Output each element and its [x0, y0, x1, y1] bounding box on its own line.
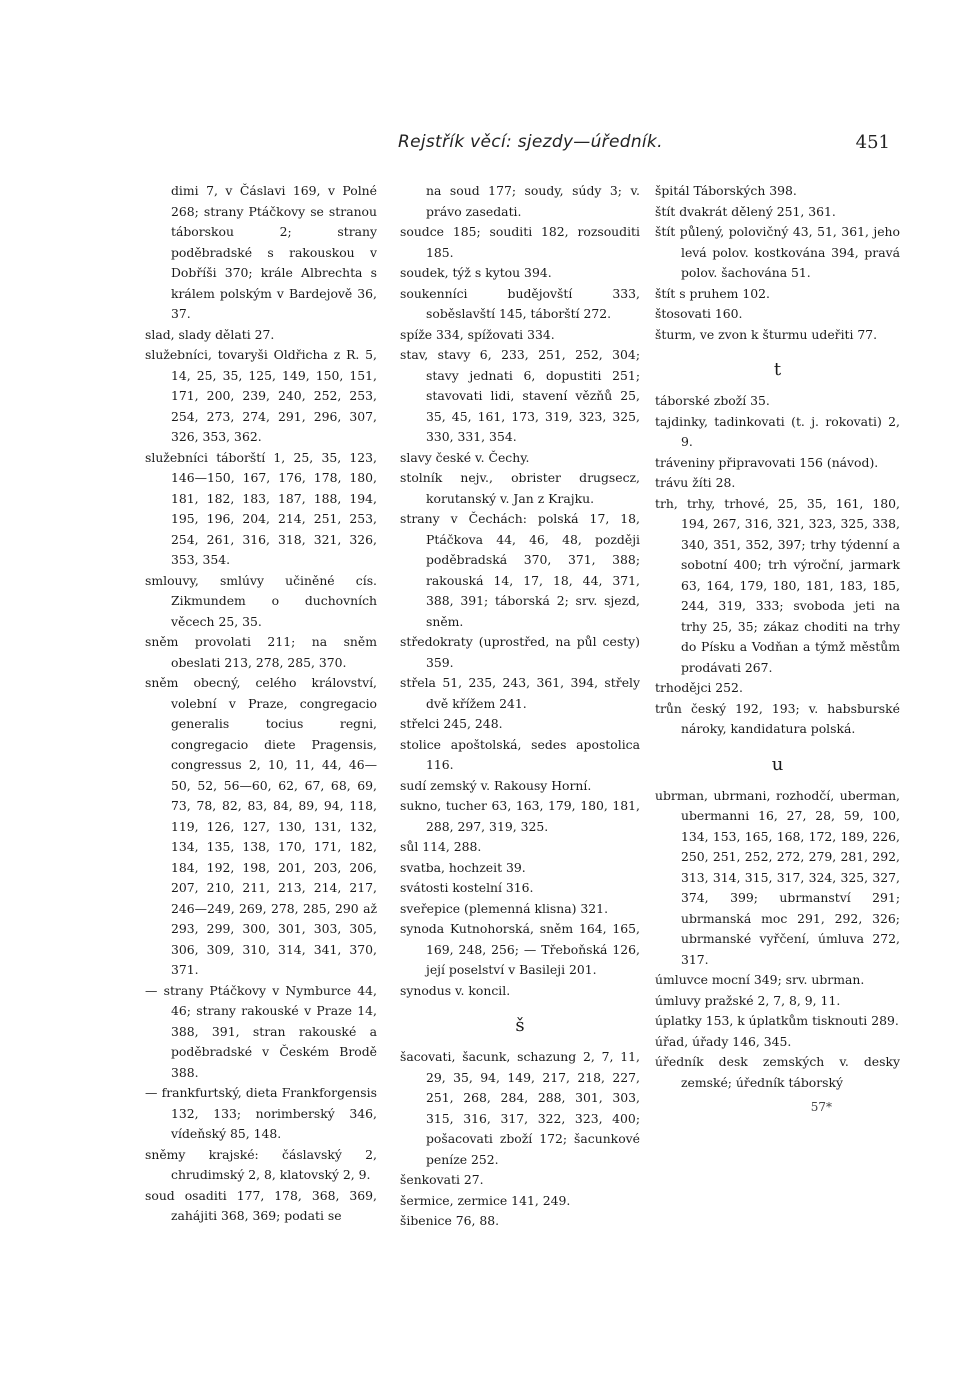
index-entry: trávu žíti 28.: [655, 475, 736, 490]
index-entry: soudce 185; souditi 182, rozsouditi 185.: [400, 224, 640, 260]
index-entry: štosovati 160.: [655, 306, 743, 321]
index-entry: smlouvy, smlúvy učiněné cís. Zikmundem o duchovních věcech 25, 35.: [145, 572, 377, 629]
index-entry: služebníci táborští 1, 25, 35, 123, 146—150, 167, 176, 178, 180, 181, 182, 183, 187, 188, 194, 195, 196, 204, 214, 251, 253, 254, 261, 316, 318, 321, 326, 353, 354.: [145, 449, 377, 567]
index-entry: táborské zboží 35.: [655, 393, 770, 408]
signature-mark: 57*: [810, 1100, 832, 1114]
index-entry: šenkovati 27.: [400, 1172, 484, 1187]
index-entry: na soud 177; soudy, súdy 3; v. právo zasedati.: [426, 183, 640, 219]
page-header: [0, 132, 960, 162]
index-entry: svatba, hochzeit 39.: [400, 859, 526, 875]
index-entry: úplatky 153, k úplatkům tisknouti 289.: [655, 1013, 899, 1028]
index-entry: sveřepice (plemenná klisna) 321.: [400, 900, 609, 916]
index-entry: slad, slady dělati 27.: [145, 326, 275, 342]
section-letter: t: [773, 359, 782, 380]
index-entry: soud osaditi 177, 178, 368, 369, zahájiti 368, 369; podati se: [145, 1187, 377, 1223]
index-entry: dimi 7, v Čáslavi 169, v Polné 268; strany Ptáčkovy se stranou táborskou 2; strany poděbradské s rakouskou v Dobříši 370; krále Albrechta s králem polským v Bardejově 36, 37.: [171, 183, 377, 321]
index-entry: šermice, zermice 141, 249.: [400, 1192, 571, 1208]
index-entry: úmluvce mocní 349; srv. ubrman.: [655, 972, 865, 987]
index-entry: tráveniny připravovati 156 (návod).: [655, 454, 879, 470]
index-entry: trh, trhy, trhové, 25, 35, 161, 180, 194, 267, 316, 321, 323, 325, 338, 340, 351, 352, 397; trhy týdenní a sobotní 400; trh výroční, jarmark 63, 164, 179, 180, 181, 183, 185, 244, 319, 333; svoboda jeti na trhy 25, 35; zákaz choditi na trhy do Písku a Vodňan a týmž městům prodávati 267.: [655, 495, 900, 675]
index-entry: sněm obecný, celého království, volební v Praze, congregacio generalis tocius regni, congregacio diete Pragensis, congressus 2, 10, 11, 44, 46—50, 52, 56—60, 62, 67, 68, 69, 73, 78, 82, 83, 84, 89, 94, 118, 119, 126, 127, 130, 131, 132, 134, 135, 138, 170, 171, 182, 184, 192, 198, 201, 203, 206, 207, 210, 211, 213, 214, 217, 246—249, 269, 278, 285, 290 až 293, 299, 300, 301, 303, 305, 306, 309, 310, 314, 341, 370, 371.: [145, 675, 377, 977]
page-number: 451: [855, 132, 890, 153]
index-entry: stolník nejv., obrister drugsecz, korutanský v. Jan z Krajku.: [400, 470, 640, 506]
index-entry: sukno, tucher 63, 163, 179, 180, 181, 288, 297, 319, 325.: [400, 798, 640, 834]
index-entry: šibenice 76, 88.: [400, 1213, 500, 1228]
running-head: Rejstřík věcí: sjezdy—úředník.: [398, 132, 663, 152]
index-entry: střelci 245, 248.: [400, 716, 503, 731]
index-column-1: [145, 181, 377, 1227]
index-entry: střela 51, 235, 243, 361, 394, střely dvě křížem 241.: [400, 675, 640, 711]
index-entry: trhodějci 252.: [655, 680, 743, 695]
index-entry: spíže 334, spížovati 334.: [400, 326, 555, 342]
index-entry: stav, stavy 6, 233, 251, 252, 304; stavy jednati 6, dopustiti 251; stavovati lidi, stavení vězňů 25, 35, 45, 161, 173, 319, 323, 325, 330, 331, 354.: [400, 347, 640, 444]
index-entry: synodus v. koncil.: [400, 982, 511, 998]
index-entry: štít dvakrát dělený 251, 361.: [655, 203, 836, 219]
index-entry: středokraty (uprostřed, na půl cesty) 359.: [400, 634, 640, 670]
index-entry: šacovati, šacunk, schazung 2, 7, 11, 29, 35, 94, 149, 217, 218, 227, 251, 268, 284, 288, 301, 303, 315, 316, 317, 322, 323, 400; pošacovati zboží 172; šacunkové peníze 252.: [400, 1049, 640, 1167]
index-entry: sněm provolati 211; na sněm obeslati 213, 278, 285, 370.: [145, 634, 377, 670]
index-entry: šturm, ve zvon k šturmu udeřiti 77.: [655, 326, 878, 342]
section-letter: š: [515, 1015, 525, 1036]
section-letter: u: [771, 753, 784, 775]
index-entry: úmluvy pražské 2, 7, 8, 9, 11.: [655, 992, 841, 1008]
index-entry: synoda Kutnohorská, sněm 164, 165, 169, 248, 256; — Třeboňská 126, její poselství v Basileji 201.: [400, 921, 640, 977]
index-column-2: [400, 181, 640, 1232]
index-entry: služebníci, tovaryši Oldřicha z R. 5, 14, 25, 35, 125, 149, 150, 151, 171, 200, 239, 240, 252, 253, 254, 273, 274, 291, 296, 307, 326, 353, 362.: [145, 347, 377, 444]
index-entry: tajdinky, tadinkovati (t. j. rokovati) 2, 9.: [655, 413, 900, 449]
index-entry: sněmy krajské: čáslavský 2, chrudimský 2, 8, klatovský 2, 9.: [145, 1146, 377, 1182]
index-entry: sůl 114, 288.: [400, 839, 482, 854]
index-entry: — strany Ptáčkovy v Nymburce 44, 46; strany rakouské v Praze 14, 388, 391, stran rakouské a poděbradské v Českém Brodě 388.: [145, 982, 377, 1080]
index-entry: štít půlený, polovičný 43, 51, 361, jeho levá polov. kostkována 394, pravá polov. šachována 51.: [655, 224, 900, 280]
index-entry: soudek, týž s kytou 394.: [400, 265, 552, 280]
index-entry: ubrman, ubrmani, rozhodčí, uberman, ubermanni 16, 27, 28, 59, 100, 134, 153, 165, 168, 172, 189, 226, 250, 251, 252, 272, 279, 281, 292, 313, 314, 315, 317, 324, 325, 327, 374, 399; ubrmanství 291; ubrmanská moc 291, 292, 326; ubrmanské vyřčení, úmluva 272, 317.: [655, 787, 900, 967]
index-entry: trůn český 192, 193; v. habsburské nároky, kandidatura polská.: [655, 700, 900, 736]
index-entry: úřad, úřady 146, 345.: [655, 1033, 792, 1049]
index-entry: strany v Čechách: polská 17, 18, Ptáčkova 44, 46, 48, později poděbradská 370, 371, 388; rakouská 14, 17, 18, 44, 371, 388, 391; táborská 2; srv. sjezd, sněm.: [400, 511, 640, 629]
index-entry: stolice apoštolská, sedes apostolica 116.: [400, 736, 640, 772]
index-entry: — frankfurtský, dieta Frankforgensis 132, 133; norimberský 346, vídeňský 85, 148.: [145, 1085, 377, 1141]
index-entry: svátosti kostelní 316.: [400, 880, 534, 895]
index-column-3: [655, 181, 900, 1118]
index-entry: špitál Táborských 398.: [655, 183, 797, 198]
index-entry: úředník desk zemských v. desky zemské; úředník táborský: [655, 1054, 900, 1090]
index-entry: soukenníci budějovští 333, soběslavští 145, táborští 272.: [400, 285, 640, 321]
index-entry: štít s pruhem 102.: [655, 285, 770, 301]
index-entry: sudí zemský v. Rakousy Horní.: [400, 777, 592, 793]
index-entry: slavy české v. Čechy.: [400, 449, 530, 465]
